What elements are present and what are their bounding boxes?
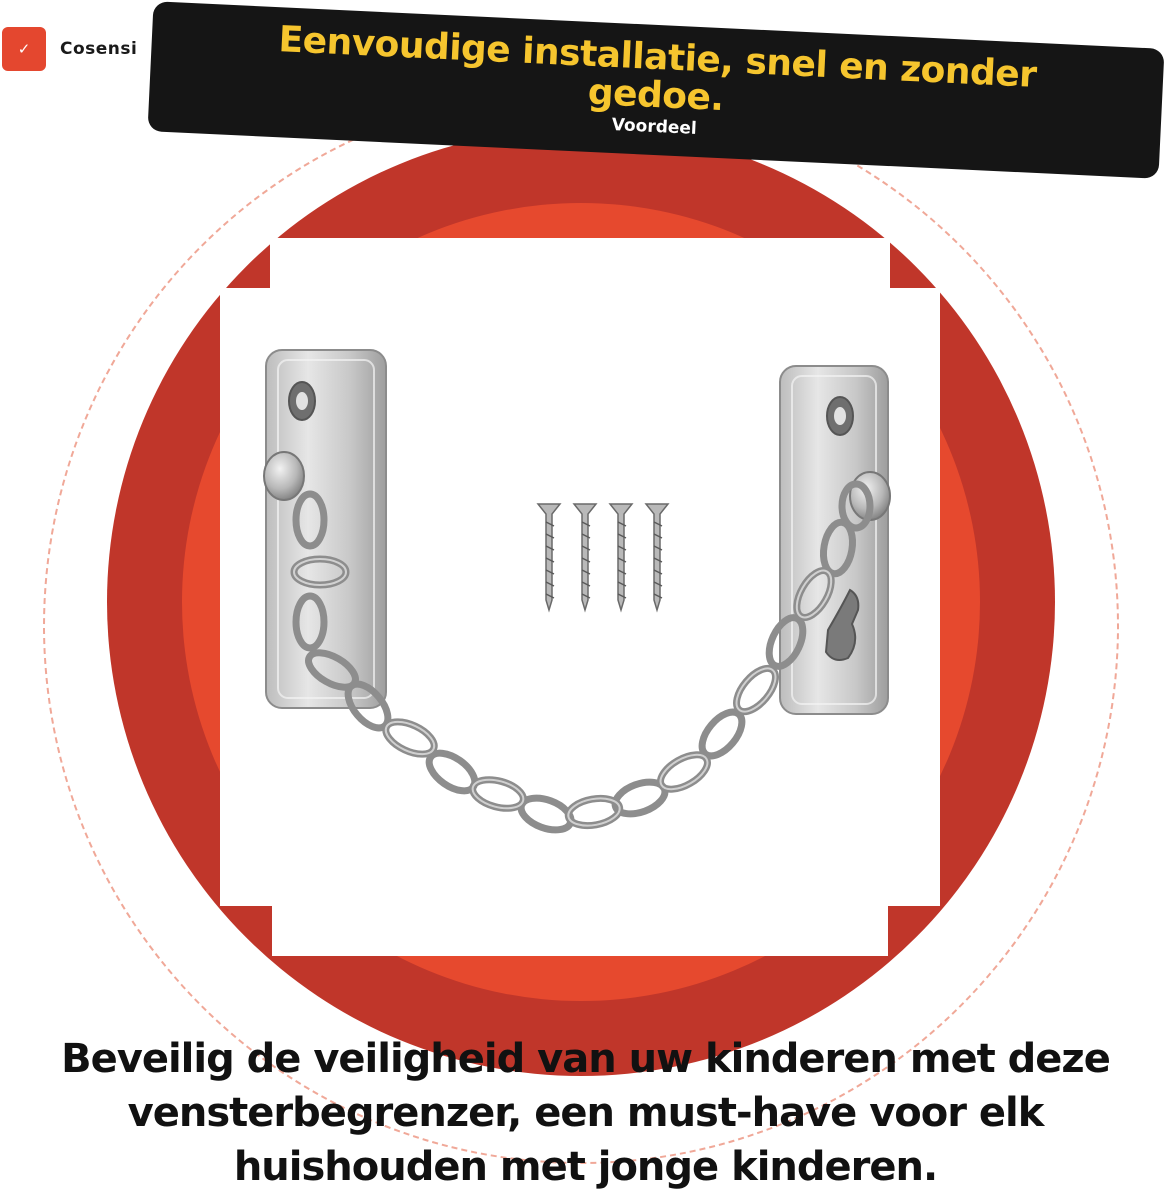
right-mount-plate xyxy=(780,366,890,714)
screw-2 xyxy=(574,504,596,610)
screw-1 xyxy=(538,504,560,610)
brand-logo-icon: ✓ xyxy=(2,27,46,71)
product-image xyxy=(220,238,940,956)
brand-name: Cosensi xyxy=(60,39,138,59)
benefit-banner xyxy=(147,1,1164,179)
screw-3 xyxy=(610,504,632,610)
screw-4 xyxy=(646,504,668,610)
headline: Beveilig de veiligheid van uw kinderen met deze vensterbegrenzer, een must-have voor elk huishouden met jonge kinderen. xyxy=(61,1036,1110,1190)
banner-label: Voordeel xyxy=(611,114,698,139)
banner-title: Eenvoudige installatie, snel en zonder gedoe. xyxy=(277,19,1038,120)
brand[interactable] xyxy=(2,27,137,71)
screws xyxy=(538,504,668,610)
